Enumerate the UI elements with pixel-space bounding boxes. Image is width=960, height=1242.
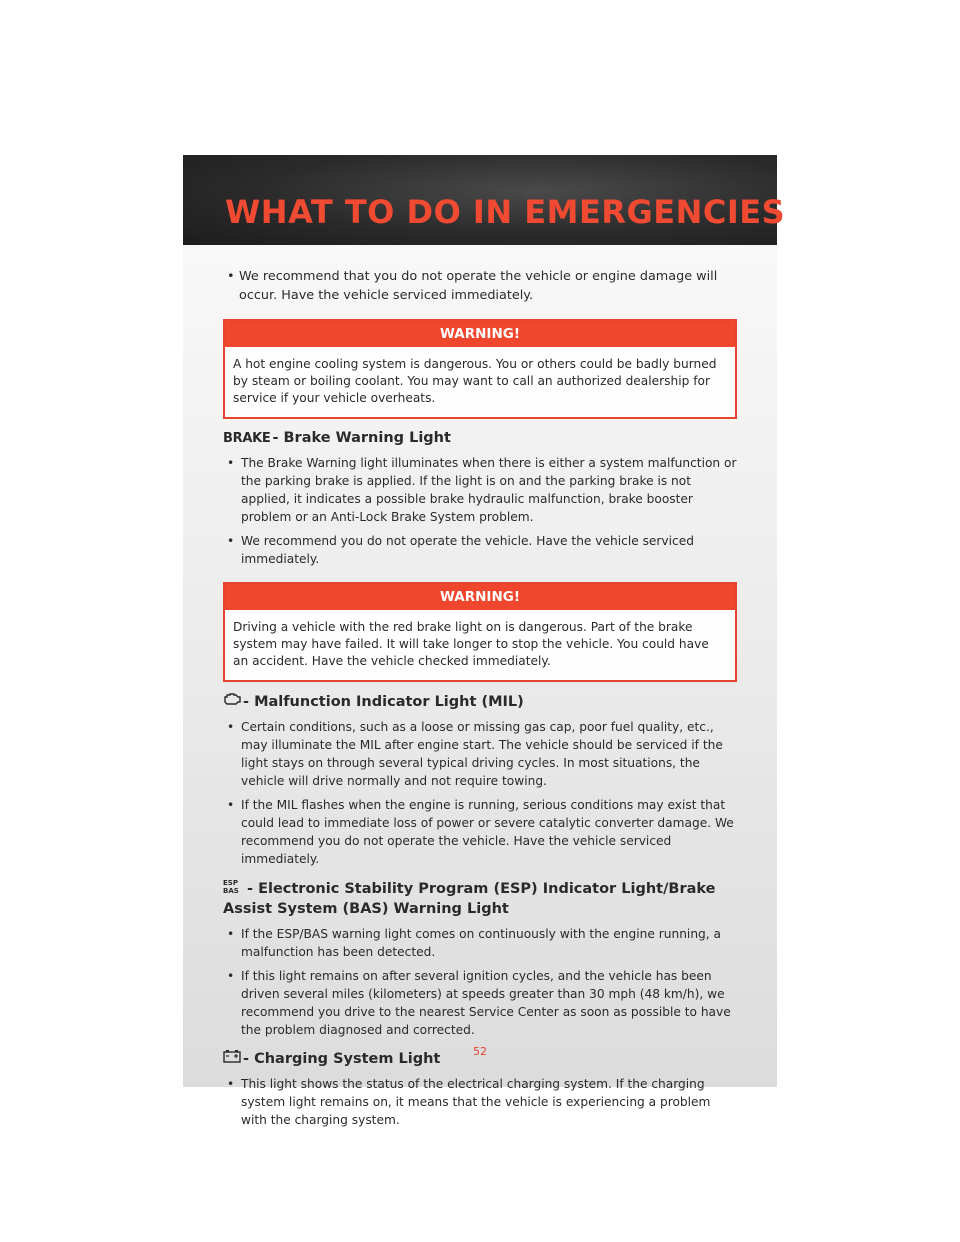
esp-bas-icon (223, 878, 245, 900)
section-header (183, 155, 786, 245)
warning-text: A hot engine cooling system is dangerous. You or others could be badly burned by steam or boiling coolant. You may want to call an authorized dealership for service if your vehicle overheats. (233, 357, 717, 405)
warning-box (223, 319, 737, 419)
list-item: • We recommend that you do not operate the vehicle or engine damage will occur. Have the vehicle serviced immediately. (223, 267, 737, 305)
section-heading: - Malfunction Indicator Light (MIL) (243, 693, 524, 710)
list-item: • If this light remains on after several ignition cycles, and the vehicle has been driven several miles (kilometers) at speeds greater than 30 mph (48 km/h), we recommend you drive to the nearest Service Center as soon as possible to have the problem diagnosed and corrected. (223, 967, 737, 1039)
esp-section-title (223, 878, 737, 919)
page-content (223, 267, 737, 1135)
warning-box (223, 582, 737, 682)
manual-page (183, 155, 786, 1127)
warning-text: Driving a vehicle with the red brake light on is dangerous. Part of the brake system may have failed. It will take longer to stop the vehicle. You could have an accident. Have the vehicle checked immediately. (233, 620, 709, 668)
list-item: • We recommend you do not operate the vehicle. Have the vehicle serviced immediately. (223, 532, 737, 568)
warning-heading: WARNING! (225, 321, 735, 347)
section-heading: - Charging System Light (243, 1050, 441, 1067)
list-item: • Certain conditions, such as a loose or missing gas cap, poor fuel quality, etc., may illuminate the MIL after engine start. The vehicle should be serviced if the light stays on through several typical driving cycles. In most situations, the vehicle will drive normally and not require towing. (223, 718, 737, 790)
brake-indicator-icon: BRAKE (223, 431, 271, 446)
page-title: WHAT TO DO IN EMERGENCIES (225, 193, 786, 231)
esp-icon-label: ESP (223, 879, 238, 887)
section-heading: - Electronic Stability Program (ESP) Indicator Light/Brake Assist System (BAS) Warning Light (223, 881, 716, 917)
list-item: • This light shows the status of the electrical charging system. If the charging system light remains on, it means that the vehicle is experiencing a problem with the charging system. (223, 1075, 737, 1129)
list-item: • The Brake Warning light illuminates when there is either a system malfunction or the parking brake is applied. If the light is on and the parking brake is not applied, it indicates a possible brake hydraulic malfunction, brake booster problem or an Anti-Lock Brake System problem. (223, 454, 737, 526)
section-heading: - Brake Warning Light (272, 430, 451, 446)
list-item: • If the ESP/BAS warning light comes on continuously with the engine running, a malfunction has been detected. (223, 925, 737, 961)
engine-icon (223, 692, 241, 712)
bas-icon-label: BAS (223, 887, 239, 895)
brake-section-title (223, 429, 737, 448)
page-number: 52 (473, 1045, 487, 1058)
mil-section-title (223, 692, 737, 712)
list-item: • If the MIL flashes when the engine is running, serious conditions may exist that could lead to immediate loss of power or severe catalytic converter damage. We recommend you do not operate the vehicle. Have the vehicle serviced immediately. (223, 796, 737, 868)
warning-heading: WARNING! (225, 584, 735, 610)
